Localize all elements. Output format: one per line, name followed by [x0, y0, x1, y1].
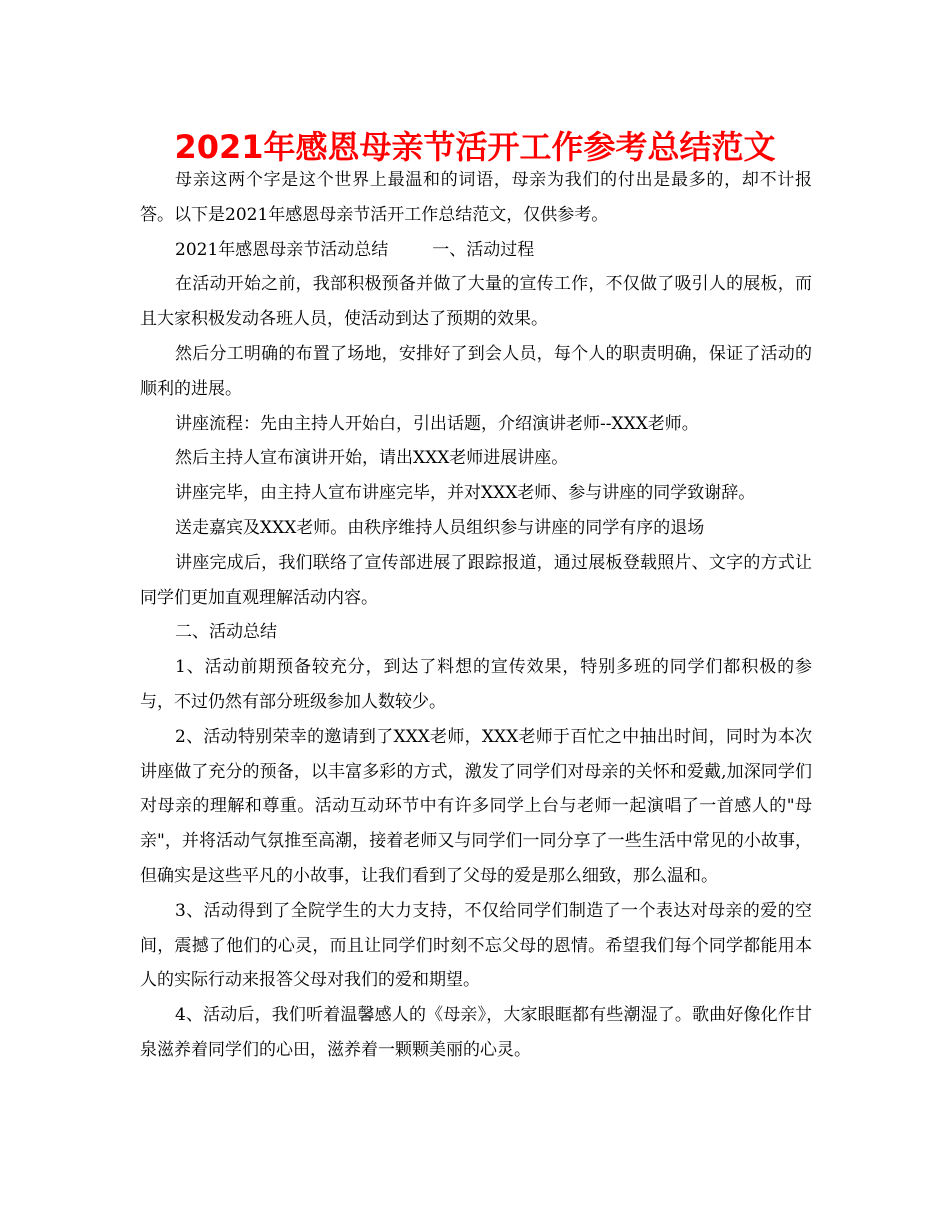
- body-paragraph: 然后主持人宣布演讲开始，请出XXX老师进展讲座。: [175, 448, 569, 469]
- document-title: 2021年感恩母亲节活开工作参考总结范文: [174, 128, 776, 166]
- body-paragraph: 然后分工明确的布置了场地，安排好了到会人员，每个人的职责明确，保证了活动的顺利的进展。: [140, 343, 812, 399]
- summary-item-2: 2、活动特别荣幸的邀请到了XXX老师，XXX老师于百忙之中抽出时间，同时为本次讲座做了充分的预备，以丰富多彩的方式，激发了同学们对母亲的关怀和爱戴,加深同学们对母亲的理解和尊重。活动互动环节中有许多同学上台与老师一起演唱了一首感人的"母亲"，并将活动气氛推至高潮，接着老师又与同学们一同分享了一些生活中常见的小故事，但确实是这些平凡的小故事，让我们看到了父母的爱是那么细致，那么温和。: [140, 726, 812, 886]
- section-one-heading: 一、活动过程: [432, 239, 535, 260]
- section-two-heading: 二、活动总结: [175, 622, 277, 643]
- body-paragraph: 在活动开始之前，我部积极预备并做了大量的宣传工作，不仅做了吸引人的展板，而且大家积极发动各班人员，使活动到达了预期的效果。: [140, 274, 812, 330]
- body-paragraph: 讲座流程：先由主持人开始白，引出话题，介绍演讲老师--XXX老师。: [175, 413, 699, 434]
- section-heading-line: [140, 233, 812, 268]
- summary-item-3: 3、活动得到了全院学生的大力支持，不仅给同学们制造了一个表达对母亲的爱的空间，震撼了他们的心灵，而且让同学们时刻不忘父母的恩情。希望我们每个同学都能用本人的实际行动来报答父母对我们的爱和期望。: [140, 900, 812, 991]
- document-body: [140, 163, 812, 1068]
- summary-heading: 2021年感恩母亲节活动总结: [175, 239, 389, 260]
- body-paragraph: 送走嘉宾及XXX老师。由秩序维持人员组织参与讲座的同学有序的退场: [175, 517, 705, 538]
- summary-item-4: 4、活动后，我们听着温馨感人的《母亲》，大家眼眶都有些潮湿了。歌曲好像化作甘泉滋养着同学们的心田，滋养着一颗颗美丽的心灵。: [140, 1005, 812, 1060]
- summary-item-1: 1、活动前期预备较充分，到达了料想的宣传效果，特别多班的同学们都积极的参与，不过仍然有部分班级参加人数较少。: [140, 657, 812, 712]
- body-paragraph: 讲座完成后，我们联络了宣传部进展了跟踪报道，通过展板登载照片、文字的方式让同学们更加直观理解活动内容。: [140, 552, 812, 608]
- body-paragraph: 讲座完毕，由主持人宣布讲座完毕，并对XXX老师、参与讲座的同学致谢辞。: [175, 483, 756, 504]
- intro-paragraph: 母亲这两个字是这个世界上最温和的词语，母亲为我们的付出是最多的，却不计报答。以下是2021年感恩母亲节活开工作总结范文，仅供参考。: [140, 170, 812, 225]
